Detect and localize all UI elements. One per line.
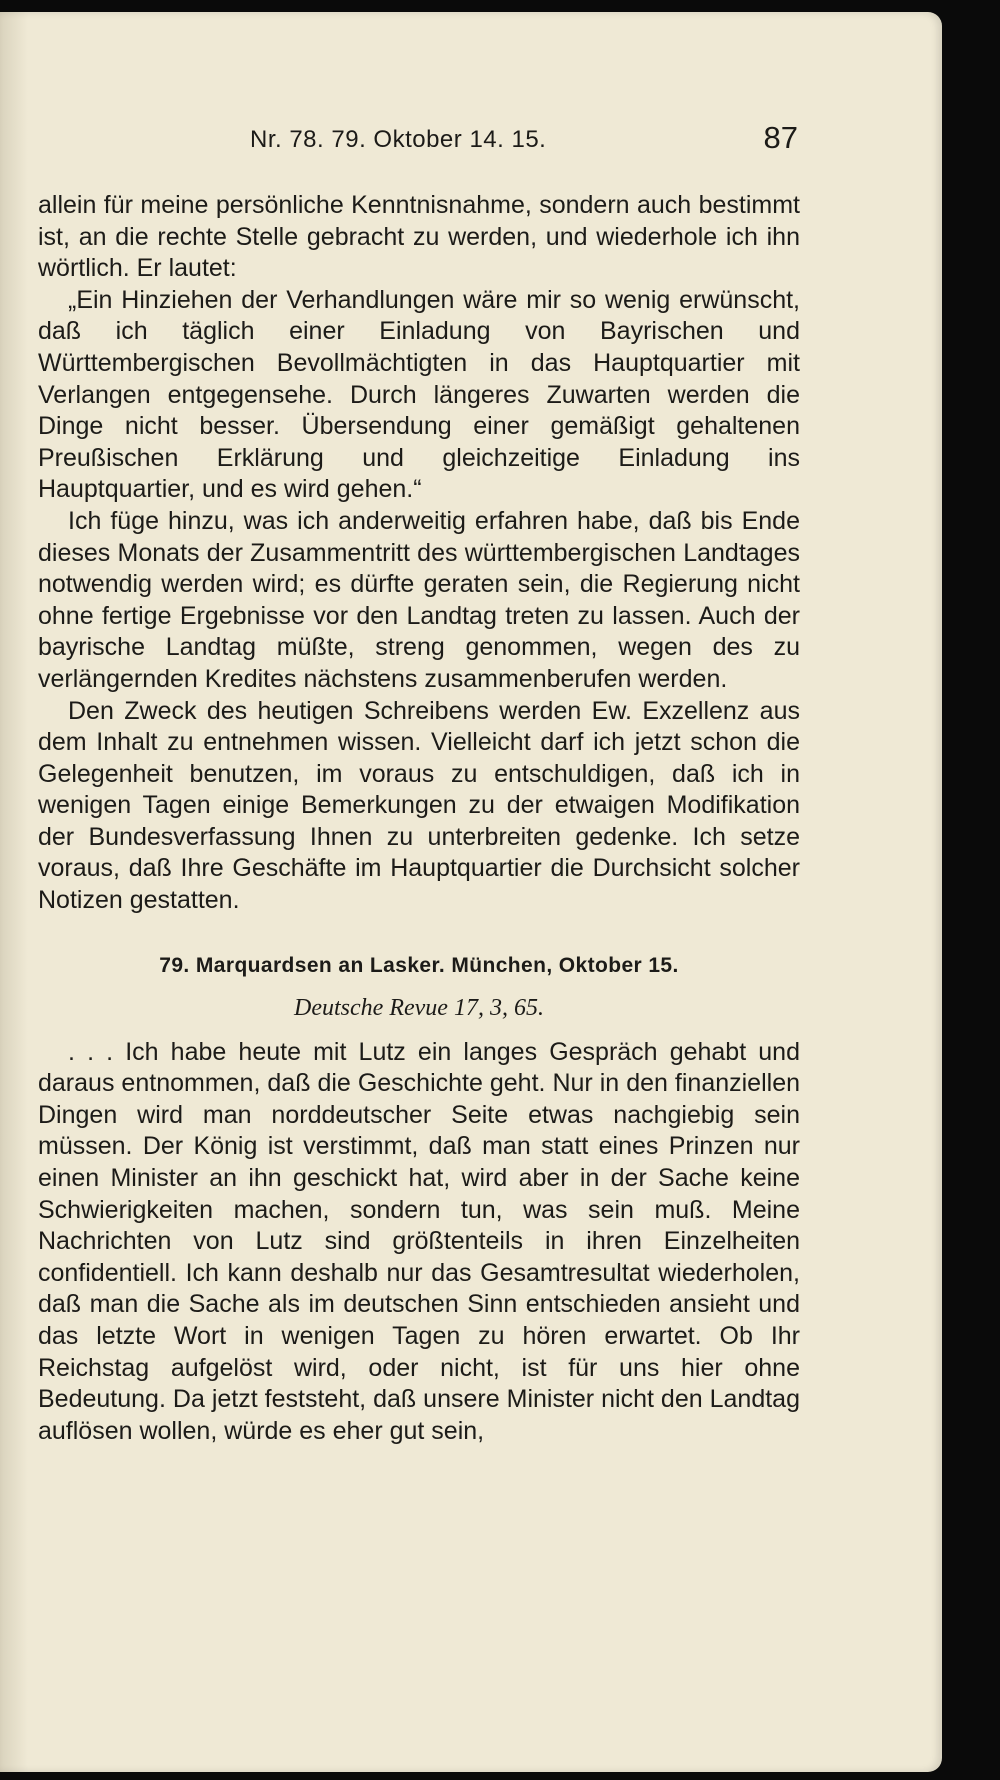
source-citation: Deutsche Revue 17, 3, 65. <box>294 994 544 1021</box>
page-number: 87 <box>763 120 798 155</box>
letter-heading: 79. Marquardsen an Lasker. München, Oktober 15. <box>159 953 679 977</box>
letter-paragraph: . . . Ich habe heute mit Lutz ein langes Gespräch gehabt und daraus entnommen, daß die Geschichte geht. Nur in den finanziellen Dingen wird man norddeutscher Seite etwas nachgiebig sein müssen. Der König ist verstimmt, daß man statt eines Prinzen nur einen Minister an ihn geschickt hat, wird aber in der Sache keine Schwierigkeiten machen, sondern tun, was sein muß. Meine Nachrichten von Lutz sind größtenteils in ihren Einzelheiten confidentiell. Ich kann deshalb nur das Gesamtresultat wiederholen, daß man die Sache als im deutschen Sinn entschieden ansieht und das letzte Wort in wenigen Tagen zu hören erwartet. Ob Ihr Reichstag aufgelöst wird, oder nicht, ist für uns hier ohne Bedeutung. Da jetzt feststeht, daß unsere Minister nicht den Landtag auflösen wollen, würde es eher gut sein, <box>38 1037 800 1445</box>
page-header <box>38 120 798 160</box>
paragraph-continuation: allein für meine persönliche Kenntnisnahme, sondern auch bestimmt ist, an die rechte Stelle gebracht zu werden, und wiederhole ich ihn wörtlich. Er lautet: <box>38 191 800 283</box>
paragraph-quote: „Ein Hinziehen der Verhandlungen wäre mir so wenig erwünscht, daß ich täglich einer Einladung von Bayrischen und Württembergischen Bevollmächtigten in das Hauptquartier mit Verlangen entgegensehe. Durch längeres Zuwarten werden die Dinge nicht besser. Übersendung einer gemäßigt gehaltenen Preußischen Erklärung und gleichzeitige Einladung ins Hauptquartier, und es wird gehen.“ <box>38 285 800 504</box>
paragraph: Ich füge hinzu, was ich anderweitig erfahren habe, daß bis Ende dieses Monats der Zusammentritt des württembergischen Landtages notwendig werden wird; es dürfte geraten sein, die Regierung nicht ohne fertige Ergebnisse vor den Landtag treten zu lassen. Auch der bayrische Landtag müßte, streng genommen, wegen des zu verlängernden Kredites nächstens zusammenberufen werden. <box>38 506 800 693</box>
paragraph: Den Zweck des heutigen Schreibens werden Ew. Exzellenz aus dem Inhalt zu entnehmen wissen. Vielleicht darf ich jetzt schon die Gelegenheit benutzen, im voraus zu entschuldigen, daß ich in wenigen Tagen einige Bemerkungen zu der etwaigen Modifikation der Bundesverfassung Ihnen zu unterbreiten gedenke. Ich setze voraus, daß Ihre Geschäfte im Hauptquartier die Durchsicht solcher Notizen gestatten. <box>38 696 800 915</box>
page-body <box>38 190 800 1447</box>
book-page <box>0 12 942 1772</box>
running-head: Nr. 78. 79. Oktober 14. 15. <box>250 126 547 153</box>
